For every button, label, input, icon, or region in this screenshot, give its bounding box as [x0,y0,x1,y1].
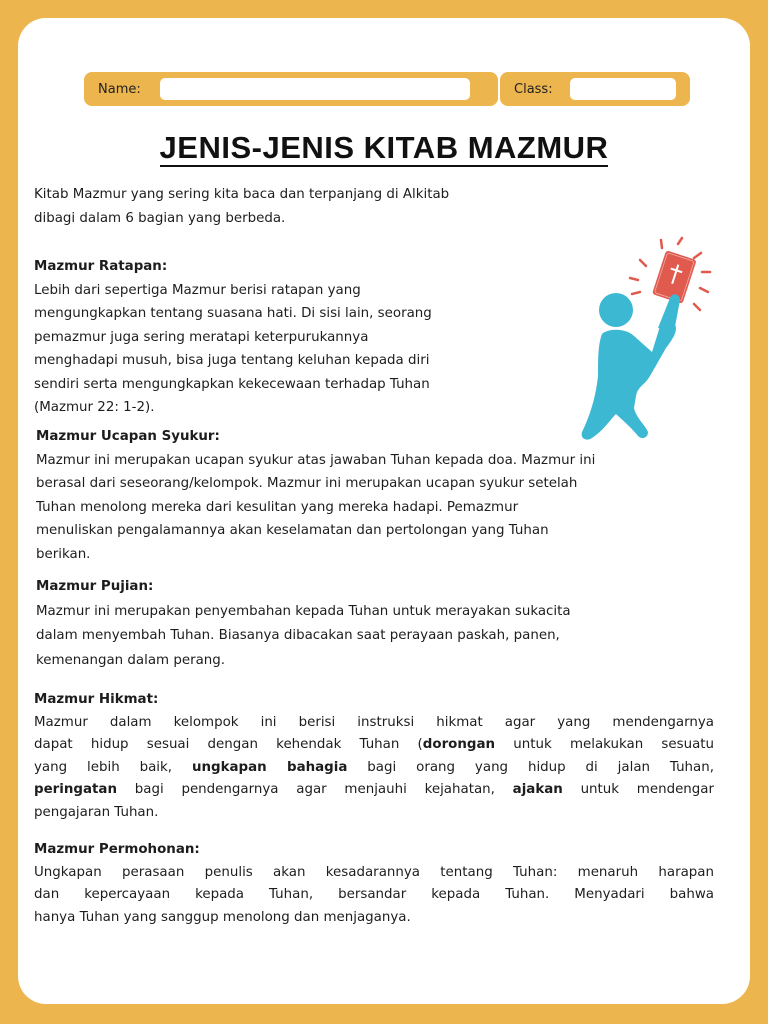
class-label: Class: [514,81,553,97]
class-input[interactable] [570,78,676,100]
name-field-box [84,72,498,106]
worksheet [18,18,750,1004]
section-heading: Mazmur Pujian: [36,579,154,594]
section-heading: Mazmur Permohonan: [34,842,200,857]
section-heading: Mazmur Hikmat: [34,692,159,707]
section-hikmat: Mazmur Hikmat: Mazmur dalam kelompok ini berisi instruksi hikmat agar yang mendengarnya dapat hidup sesuai dengan kehendak Tuhan (dorongan untuk melakukan sesuatu yang lebih baik, ungkapan bahagia bagi orang yang hidup di jalan Tuhan, peringatan bagi pendengarnya agar menjauhi kejahatan, ajakan untuk mendengar pengajaran Tuhan. [34,689,714,824]
person-raising-bible-icon [554,236,734,446]
name-input[interactable] [160,78,470,100]
section-pujian: Mazmur Pujian: Mazmur ini merupakan penyembahan kepada Tuhan untuk merayakan sukacita dalam menyembah Tuhan. Biasanya dibacakan saat perayaan paskah, panen, kemenangan dalam perang. [36,575,736,673]
page-title: JENIS-JENIS KITAB MAZMUR [159,130,609,165]
section-ratapan: Mazmur Ratapan: Lebih dari sepertiga Mazmur berisi ratapan yang mengungkapkan tentang suasana hati. Di sisi lain, seorang pemazmur juga sering meratapi keterpurukannya menghadapi musuh, bisa juga tentang keluhan kepada diri sendiri serta mengungkapkan kekecewaan terhadap Tuhan (Mazmur 22: 1-2). [34,255,554,420]
section-permohonan: Mazmur Permohonan: Ungkapan perasaan penulis akan kesadarannya tentang Tuhan: menaruh harapan dan kepercayaan kepada Tuhan, bersandar kepada Tuhan. Menyadari bahwa hanya Tuhan yang sanggup menolong dan menjaganya. [34,839,714,929]
class-field-box [500,72,690,106]
intro-paragraph: Kitab Mazmur yang sering kita baca dan terpanjang di Alkitab dibagi dalam 6 bagian yang berbeda. [34,187,450,226]
section-ucapan-syukur: Mazmur Ucapan Syukur: Mazmur ini merupakan ucapan syukur atas jawaban Tuhan kepada doa. Mazmur ini berasal dari seseorang/kelompok. Mazmur ini merupakan ucapan syukur setelah Tuhan menolong mereka dari kesulitan yang mereka hadapi. Pemazmur menuliskan pengalamannya akan keselamatan dan pertolongan yang Tuhan berikan. [36,425,736,566]
section-heading: Mazmur Ucapan Syukur: [36,429,220,444]
name-label: Name: [98,81,141,97]
section-heading: Mazmur Ratapan: [34,259,168,274]
